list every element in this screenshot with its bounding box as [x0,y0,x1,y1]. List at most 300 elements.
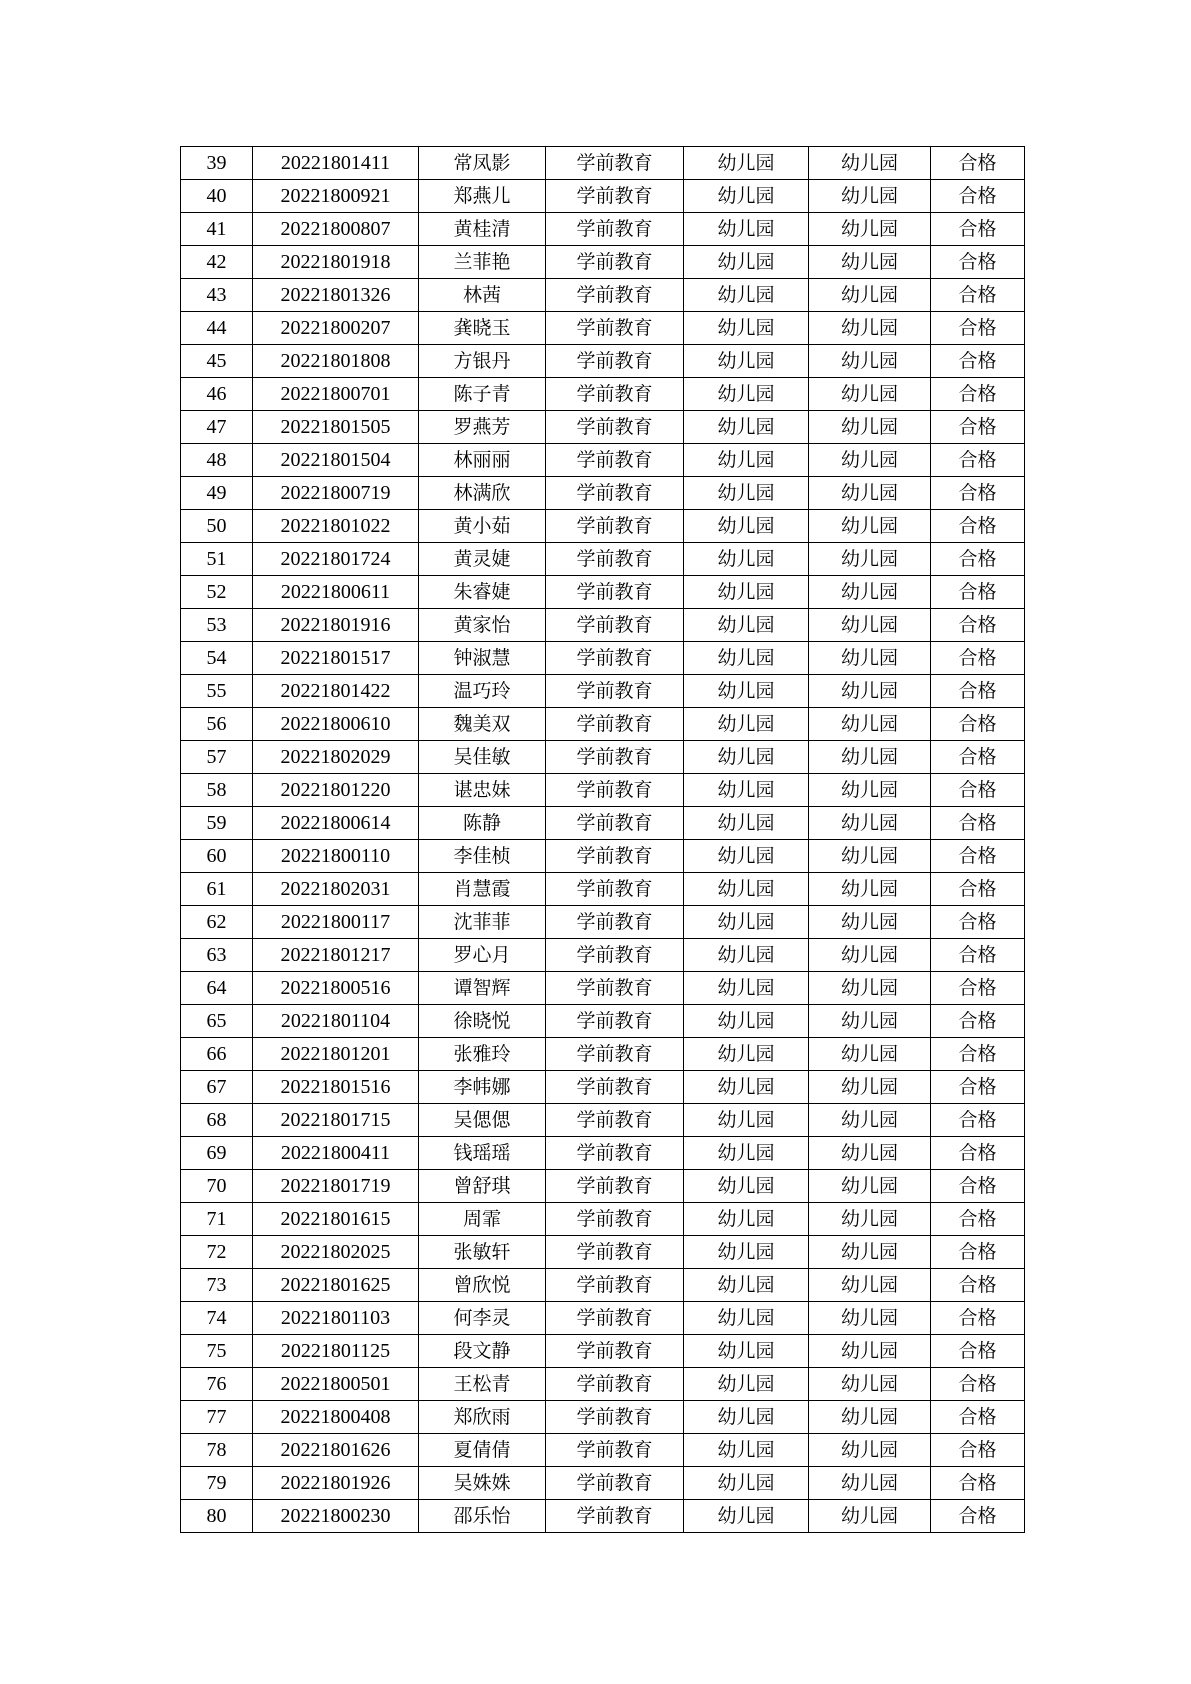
table-row [181,444,1025,477]
cell-index: 64 [181,972,253,1005]
cell-result: 合格 [931,1335,1025,1368]
cell-index: 40 [181,180,253,213]
cell-name: 方银丹 [419,345,546,378]
cell-school-level: 幼儿园 [684,477,809,510]
cell-subject: 学前教育 [546,213,684,246]
cell-exam-id: 20221801808 [253,345,419,378]
cell-position: 幼儿园 [809,279,931,312]
cell-exam-id: 20221801626 [253,1434,419,1467]
cell-school-level: 幼儿园 [684,1203,809,1236]
cell-result: 合格 [931,1401,1025,1434]
cell-result: 合格 [931,1269,1025,1302]
table-row [181,642,1025,675]
cell-result: 合格 [931,1203,1025,1236]
table-row [181,147,1025,180]
table-row [181,1467,1025,1500]
cell-name: 常凤影 [419,147,546,180]
table-row [181,1500,1025,1533]
cell-subject: 学前教育 [546,906,684,939]
cell-index: 41 [181,213,253,246]
cell-exam-id: 20221801022 [253,510,419,543]
cell-position: 幼儿园 [809,213,931,246]
cell-index: 70 [181,1170,253,1203]
cell-index: 52 [181,576,253,609]
cell-name: 周霏 [419,1203,546,1236]
cell-index: 53 [181,609,253,642]
cell-subject: 学前教育 [546,609,684,642]
table-row [181,873,1025,906]
cell-position: 幼儿园 [809,906,931,939]
cell-exam-id: 20221800207 [253,312,419,345]
cell-result: 合格 [931,972,1025,1005]
cell-position: 幼儿园 [809,1236,931,1269]
cell-result: 合格 [931,609,1025,642]
cell-name: 朱睿婕 [419,576,546,609]
table-row [181,1203,1025,1236]
cell-index: 62 [181,906,253,939]
table-row [181,1104,1025,1137]
cell-exam-id: 20221801719 [253,1170,419,1203]
cell-index: 47 [181,411,253,444]
cell-school-level: 幼儿园 [684,1368,809,1401]
cell-exam-id: 20221800701 [253,378,419,411]
cell-position: 幼儿园 [809,1104,931,1137]
cell-index: 58 [181,774,253,807]
cell-name: 黄灵婕 [419,543,546,576]
cell-result: 合格 [931,708,1025,741]
cell-exam-id: 20221801504 [253,444,419,477]
cell-name: 陈静 [419,807,546,840]
cell-exam-id: 20221800516 [253,972,419,1005]
table-row [181,1269,1025,1302]
cell-name: 何李灵 [419,1302,546,1335]
cell-exam-id: 20221800411 [253,1137,419,1170]
table-row [181,543,1025,576]
cell-school-level: 幼儿园 [684,609,809,642]
cell-school-level: 幼儿园 [684,411,809,444]
cell-subject: 学前教育 [546,840,684,873]
cell-index: 69 [181,1137,253,1170]
cell-position: 幼儿园 [809,840,931,873]
cell-subject: 学前教育 [546,1500,684,1533]
cell-exam-id: 20221800501 [253,1368,419,1401]
table-row [181,939,1025,972]
cell-subject: 学前教育 [546,1104,684,1137]
cell-subject: 学前教育 [546,939,684,972]
cell-subject: 学前教育 [546,675,684,708]
cell-exam-id: 20221801104 [253,1005,419,1038]
table-row [181,510,1025,543]
cell-index: 71 [181,1203,253,1236]
cell-school-level: 幼儿园 [684,1071,809,1104]
cell-school-level: 幼儿园 [684,444,809,477]
cell-index: 57 [181,741,253,774]
cell-name: 龚晓玉 [419,312,546,345]
cell-school-level: 幼儿园 [684,312,809,345]
table-row [181,1368,1025,1401]
cell-subject: 学前教育 [546,1170,684,1203]
cell-subject: 学前教育 [546,543,684,576]
table-row [181,807,1025,840]
cell-subject: 学前教育 [546,1335,684,1368]
cell-index: 74 [181,1302,253,1335]
cell-name: 吴姝姝 [419,1467,546,1500]
cell-school-level: 幼儿园 [684,510,809,543]
cell-index: 76 [181,1368,253,1401]
cell-school-level: 幼儿园 [684,741,809,774]
table-row [181,576,1025,609]
cell-exam-id: 20221801103 [253,1302,419,1335]
cell-exam-id: 20221800110 [253,840,419,873]
cell-name: 李帏娜 [419,1071,546,1104]
cell-name: 陈子青 [419,378,546,411]
cell-name: 谭智辉 [419,972,546,1005]
table-row [181,312,1025,345]
table-row [181,1038,1025,1071]
cell-result: 合格 [931,873,1025,906]
cell-result: 合格 [931,906,1025,939]
cell-subject: 学前教育 [546,378,684,411]
cell-index: 72 [181,1236,253,1269]
cell-subject: 学前教育 [546,576,684,609]
cell-subject: 学前教育 [546,1368,684,1401]
cell-position: 幼儿园 [809,642,931,675]
cell-name: 罗燕芳 [419,411,546,444]
cell-position: 幼儿园 [809,609,931,642]
table-row [181,180,1025,213]
cell-result: 合格 [931,510,1025,543]
cell-index: 50 [181,510,253,543]
cell-position: 幼儿园 [809,1269,931,1302]
cell-name: 邵乐怡 [419,1500,546,1533]
cell-position: 幼儿园 [809,510,931,543]
cell-exam-id: 20221801715 [253,1104,419,1137]
cell-name: 夏倩倩 [419,1434,546,1467]
cell-position: 幼儿园 [809,741,931,774]
cell-subject: 学前教育 [546,642,684,675]
cell-index: 79 [181,1467,253,1500]
cell-result: 合格 [931,213,1025,246]
cell-subject: 学前教育 [546,1137,684,1170]
cell-name: 黄桂清 [419,213,546,246]
cell-subject: 学前教育 [546,1467,684,1500]
cell-index: 68 [181,1104,253,1137]
cell-school-level: 幼儿园 [684,840,809,873]
cell-name: 曾舒琪 [419,1170,546,1203]
cell-school-level: 幼儿园 [684,708,809,741]
cell-exam-id: 20221801505 [253,411,419,444]
cell-position: 幼儿园 [809,1302,931,1335]
cell-name: 林丽丽 [419,444,546,477]
cell-exam-id: 20221801724 [253,543,419,576]
cell-index: 75 [181,1335,253,1368]
cell-index: 56 [181,708,253,741]
cell-result: 合格 [931,1467,1025,1500]
results-table [180,146,1025,1533]
cell-result: 合格 [931,1500,1025,1533]
cell-name: 谌忠妹 [419,774,546,807]
cell-subject: 学前教育 [546,1071,684,1104]
cell-name: 钱瑶瑶 [419,1137,546,1170]
table-row [181,1005,1025,1038]
cell-index: 45 [181,345,253,378]
cell-exam-id: 20221801220 [253,774,419,807]
cell-result: 合格 [931,279,1025,312]
cell-name: 吴佳敏 [419,741,546,774]
cell-name: 黄家怡 [419,609,546,642]
cell-school-level: 幼儿园 [684,1401,809,1434]
cell-result: 合格 [931,411,1025,444]
cell-exam-id: 20221800807 [253,213,419,246]
cell-exam-id: 20221800611 [253,576,419,609]
cell-result: 合格 [931,840,1025,873]
cell-school-level: 幼儿园 [684,147,809,180]
cell-index: 39 [181,147,253,180]
cell-subject: 学前教育 [546,774,684,807]
cell-subject: 学前教育 [546,345,684,378]
table-row [181,378,1025,411]
cell-exam-id: 20221801411 [253,147,419,180]
cell-result: 合格 [931,1104,1025,1137]
cell-exam-id: 20221800408 [253,1401,419,1434]
cell-result: 合格 [931,1236,1025,1269]
cell-school-level: 幼儿园 [684,345,809,378]
cell-school-level: 幼儿园 [684,939,809,972]
cell-index: 60 [181,840,253,873]
cell-school-level: 幼儿园 [684,1170,809,1203]
cell-exam-id: 20221802029 [253,741,419,774]
cell-subject: 学前教育 [546,1038,684,1071]
cell-index: 42 [181,246,253,279]
cell-name: 吴偲偲 [419,1104,546,1137]
cell-result: 合格 [931,312,1025,345]
cell-school-level: 幼儿园 [684,1302,809,1335]
cell-result: 合格 [931,378,1025,411]
cell-subject: 学前教育 [546,1302,684,1335]
cell-subject: 学前教育 [546,1236,684,1269]
table-row [181,345,1025,378]
cell-school-level: 幼儿园 [684,1137,809,1170]
cell-position: 幼儿园 [809,774,931,807]
cell-exam-id: 20221800921 [253,180,419,213]
cell-result: 合格 [931,246,1025,279]
cell-school-level: 幼儿园 [684,906,809,939]
cell-position: 幼儿园 [809,543,931,576]
table-row [181,708,1025,741]
cell-subject: 学前教育 [546,411,684,444]
table-row [181,1335,1025,1368]
cell-index: 66 [181,1038,253,1071]
cell-subject: 学前教育 [546,1401,684,1434]
cell-position: 幼儿园 [809,675,931,708]
cell-position: 幼儿园 [809,147,931,180]
cell-exam-id: 20221801217 [253,939,419,972]
cell-subject: 学前教育 [546,147,684,180]
cell-position: 幼儿园 [809,1203,931,1236]
cell-index: 48 [181,444,253,477]
cell-school-level: 幼儿园 [684,642,809,675]
cell-result: 合格 [931,774,1025,807]
cell-result: 合格 [931,1005,1025,1038]
cell-position: 幼儿园 [809,1401,931,1434]
table-row [181,972,1025,1005]
cell-position: 幼儿园 [809,1071,931,1104]
cell-index: 73 [181,1269,253,1302]
cell-exam-id: 20221801918 [253,246,419,279]
cell-result: 合格 [931,345,1025,378]
cell-exam-id: 20221801201 [253,1038,419,1071]
cell-result: 合格 [931,477,1025,510]
cell-position: 幼儿园 [809,180,931,213]
cell-result: 合格 [931,1038,1025,1071]
cell-result: 合格 [931,180,1025,213]
cell-exam-id: 20221800719 [253,477,419,510]
table-row [181,279,1025,312]
cell-position: 幼儿园 [809,1137,931,1170]
table-row [181,1137,1025,1170]
cell-name: 林茜 [419,279,546,312]
cell-name: 黄小茹 [419,510,546,543]
cell-index: 55 [181,675,253,708]
cell-position: 幼儿园 [809,1170,931,1203]
table-row [181,477,1025,510]
cell-exam-id: 20221801916 [253,609,419,642]
cell-school-level: 幼儿园 [684,873,809,906]
cell-result: 合格 [931,675,1025,708]
cell-name: 王松青 [419,1368,546,1401]
cell-result: 合格 [931,1368,1025,1401]
cell-name: 罗心月 [419,939,546,972]
cell-index: 67 [181,1071,253,1104]
table-row [181,213,1025,246]
cell-subject: 学前教育 [546,312,684,345]
cell-name: 段文静 [419,1335,546,1368]
cell-result: 合格 [931,1302,1025,1335]
table-row [181,840,1025,873]
cell-result: 合格 [931,939,1025,972]
cell-school-level: 幼儿园 [684,1335,809,1368]
cell-exam-id: 20221801516 [253,1071,419,1104]
cell-index: 80 [181,1500,253,1533]
cell-name: 张雅玲 [419,1038,546,1071]
cell-subject: 学前教育 [546,1269,684,1302]
cell-name: 沈菲菲 [419,906,546,939]
cell-school-level: 幼儿园 [684,807,809,840]
table-row [181,741,1025,774]
cell-name: 林满欣 [419,477,546,510]
table-row [181,1071,1025,1104]
table-body [181,147,1025,1533]
cell-subject: 学前教育 [546,873,684,906]
cell-index: 65 [181,1005,253,1038]
cell-index: 54 [181,642,253,675]
cell-result: 合格 [931,1071,1025,1104]
table-row [181,675,1025,708]
cell-subject: 学前教育 [546,972,684,1005]
cell-subject: 学前教育 [546,444,684,477]
cell-index: 49 [181,477,253,510]
cell-subject: 学前教育 [546,708,684,741]
cell-position: 幼儿园 [809,1467,931,1500]
cell-subject: 学前教育 [546,741,684,774]
cell-exam-id: 20221801625 [253,1269,419,1302]
cell-index: 43 [181,279,253,312]
cell-name: 郑欣雨 [419,1401,546,1434]
table-row [181,609,1025,642]
cell-index: 59 [181,807,253,840]
cell-name: 郑燕儿 [419,180,546,213]
cell-index: 61 [181,873,253,906]
cell-position: 幼儿园 [809,1434,931,1467]
cell-school-level: 幼儿园 [684,675,809,708]
cell-index: 46 [181,378,253,411]
cell-subject: 学前教育 [546,1203,684,1236]
cell-result: 合格 [931,543,1025,576]
cell-school-level: 幼儿园 [684,1038,809,1071]
cell-position: 幼儿园 [809,807,931,840]
cell-exam-id: 20221801422 [253,675,419,708]
cell-school-level: 幼儿园 [684,1005,809,1038]
cell-position: 幼儿园 [809,708,931,741]
cell-name: 曾欣悦 [419,1269,546,1302]
cell-position: 幼儿园 [809,246,931,279]
table-row [181,906,1025,939]
cell-school-level: 幼儿园 [684,180,809,213]
cell-name: 温巧玲 [419,675,546,708]
cell-result: 合格 [931,642,1025,675]
cell-exam-id: 20221801125 [253,1335,419,1368]
cell-position: 幼儿园 [809,1500,931,1533]
table-row [181,1302,1025,1335]
cell-result: 合格 [931,147,1025,180]
cell-index: 78 [181,1434,253,1467]
cell-subject: 学前教育 [546,477,684,510]
cell-position: 幼儿园 [809,972,931,1005]
cell-index: 44 [181,312,253,345]
cell-exam-id: 20221801926 [253,1467,419,1500]
cell-school-level: 幼儿园 [684,774,809,807]
cell-name: 肖慧霞 [419,873,546,906]
cell-exam-id: 20221800610 [253,708,419,741]
cell-index: 51 [181,543,253,576]
cell-index: 77 [181,1401,253,1434]
cell-position: 幼儿园 [809,444,931,477]
cell-school-level: 幼儿园 [684,1434,809,1467]
cell-exam-id: 20221800614 [253,807,419,840]
cell-position: 幼儿园 [809,312,931,345]
cell-position: 幼儿园 [809,378,931,411]
cell-position: 幼儿园 [809,411,931,444]
table-row [181,1434,1025,1467]
cell-position: 幼儿园 [809,1368,931,1401]
cell-position: 幼儿园 [809,1335,931,1368]
cell-subject: 学前教育 [546,180,684,213]
cell-position: 幼儿园 [809,345,931,378]
cell-school-level: 幼儿园 [684,1467,809,1500]
cell-result: 合格 [931,1137,1025,1170]
cell-school-level: 幼儿园 [684,576,809,609]
cell-exam-id: 20221800230 [253,1500,419,1533]
cell-name: 李佳桢 [419,840,546,873]
cell-subject: 学前教育 [546,807,684,840]
cell-exam-id: 20221801326 [253,279,419,312]
cell-school-level: 幼儿园 [684,1236,809,1269]
cell-position: 幼儿园 [809,873,931,906]
table-row [181,774,1025,807]
cell-subject: 学前教育 [546,1005,684,1038]
cell-index: 63 [181,939,253,972]
cell-school-level: 幼儿园 [684,378,809,411]
